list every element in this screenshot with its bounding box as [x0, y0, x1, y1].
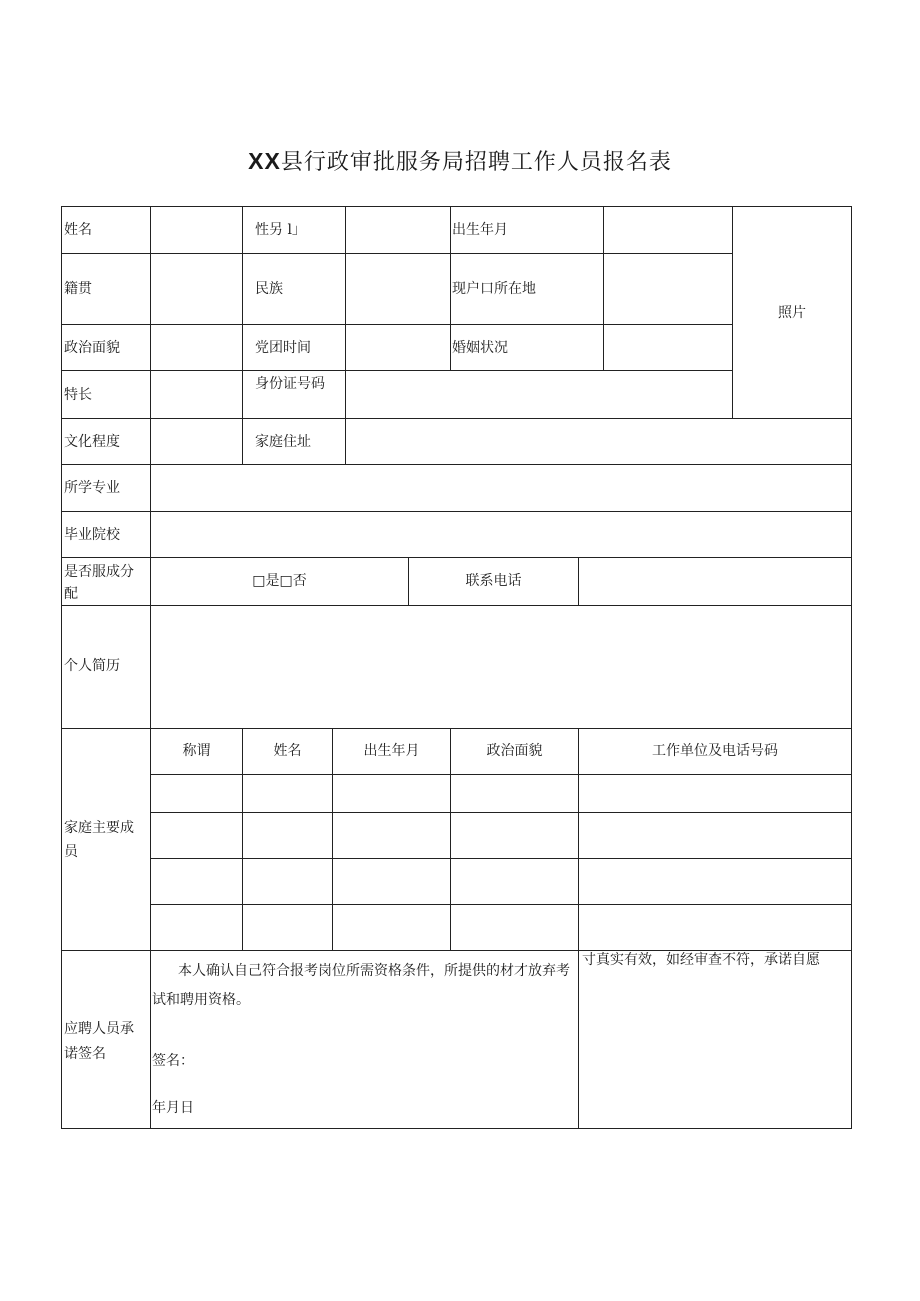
col-line [578, 557, 579, 605]
row-line [62, 418, 851, 419]
family-col-line [332, 728, 333, 950]
label-school: 毕业院校 [64, 527, 120, 543]
family-header-political: 政治面貌 [486, 743, 543, 759]
family-header-relation: 称谓 [182, 743, 211, 759]
label-family-line2: 员 [64, 844, 78, 860]
family-row-line [150, 774, 851, 775]
assignment-checkboxes[interactable]: □是□否 [252, 573, 307, 589]
label-assignment-line1: 是否服成分 [64, 564, 134, 580]
label-name: 姓名 [64, 222, 92, 238]
family-row-line [150, 904, 851, 905]
label-family-line1: 家庭主要成 [64, 820, 134, 836]
label-assignment-line2: 配 [64, 586, 78, 602]
pledge-text-right: 寸真实有效，如经审查不符，承诺自愿 [582, 952, 820, 968]
row-line [62, 605, 851, 606]
label-pledge-line1: 应聘人员承 [64, 1021, 134, 1037]
col-line [242, 207, 243, 465]
label-major: 所学专业 [64, 480, 120, 496]
row-line [62, 370, 733, 371]
row-line [62, 557, 851, 558]
row-line [62, 253, 733, 254]
label-resume: 个人简历 [64, 658, 120, 674]
title-text: 县行政审批服务局招聘工作人员报名表 [280, 150, 672, 175]
label-household: 现户口所在地 [452, 281, 536, 297]
family-col-line [242, 728, 243, 950]
label-gender: 性另 l」 [255, 222, 306, 238]
label-marital: 婚姻状况 [452, 340, 508, 356]
family-row-line [150, 858, 851, 859]
col-line [345, 207, 346, 465]
label-phone: 联系电话 [465, 573, 522, 589]
sign-label: 签名： [152, 1053, 194, 1069]
family-header-employer: 工作单位及电话号码 [652, 743, 778, 759]
label-ethnicity: 民族 [255, 281, 283, 297]
row-line [62, 464, 851, 465]
label-birth: 出生年月 [452, 222, 508, 238]
row-line [62, 324, 733, 325]
label-id-number: 身份证号码 [255, 376, 325, 392]
date-label: 年月日 [152, 1100, 194, 1116]
family-col-line [578, 728, 579, 1128]
family-row-line [150, 812, 851, 813]
label-native-place: 籍贯 [64, 281, 92, 297]
col-line [450, 207, 451, 371]
registration-form [61, 206, 852, 1129]
label-political: 政治面貌 [64, 340, 120, 356]
label-address: 家庭住址 [255, 434, 311, 450]
col-line [150, 207, 151, 1128]
col-line [603, 207, 604, 371]
row-line [62, 511, 851, 512]
family-col-line [450, 728, 451, 950]
family-header-name: 姓名 [273, 743, 302, 759]
family-header-birth: 出生年月 [363, 743, 420, 759]
label-specialty: 特长 [64, 387, 92, 403]
row-line [62, 728, 851, 729]
pledge-text: 本人确认自己符合报考岗位所需资格条件，所提供的材才放弃考试和聘用资格。 [152, 963, 570, 1008]
form-title [0, 145, 920, 176]
label-education: 文化程度 [64, 434, 120, 450]
label-party-time: 党团时间 [255, 340, 311, 356]
title-prefix: XX [248, 148, 281, 174]
photo-placeholder: 照片 [778, 305, 806, 321]
label-pledge-line2: 诺签名 [64, 1046, 106, 1062]
